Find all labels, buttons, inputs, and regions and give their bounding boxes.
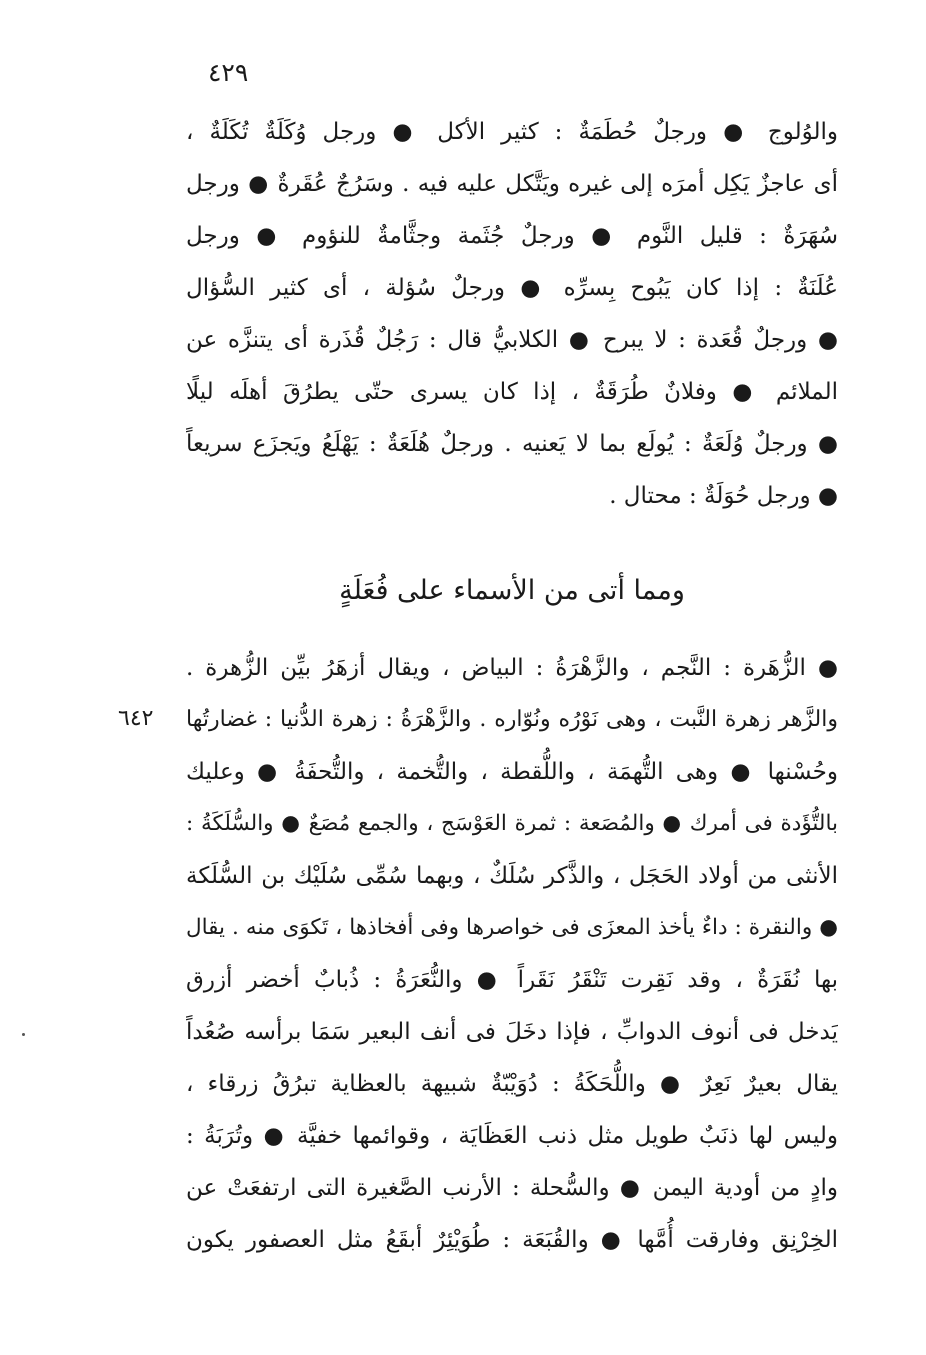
- text-line: يقال بعيرٌ نَعِرٌ ● واللُّحَكَةُ : دُوَيْبّةٌ شبيهة بالعظاية تبرُقُ زرقاء ،: [186, 1071, 838, 1097]
- text-line: ● الزُّهَرة : النَّجم ، والزَّهْرَةُ : البياض ، ويقال أزهَرُ بيِّن الزُّهرة .: [186, 655, 838, 681]
- text-block-2: [186, 642, 838, 1266]
- text-line: سُهَرَةٌ : قليل النَّوم ● ورجلٌ جُثَمة وجثَّامةٌ للنؤوم ● ورجل: [186, 223, 838, 249]
- text-line: يَدخل فى أنوف الدوابِّ ، فإذا دخَلَ فى أنف البعير سَمَا برأسه صُعُداً: [186, 1019, 838, 1045]
- text-block-1: [186, 106, 838, 522]
- text-line: ● ورجلٌ قُعَدة : لا يبرح ● الكلابيُّ قال : رَجُلٌ قُذَرة أى يتنزَّه عن: [186, 327, 838, 353]
- scan-speck: [22, 1033, 25, 1036]
- text-line: بها نُقَرَةٌ ، وقد نَقِرت تَنْقَرُ نَقَراً ● والنُّعَرَةُ : ذُبابٌ أخضر أزرق: [186, 967, 838, 993]
- text-line: عُلَنَةٌ : إذا كان يَبُوح بِسرِّه ● ورجلٌ سُؤلة ، أى كثير السُّؤال: [186, 275, 838, 301]
- margin-note: ٦٤٢: [118, 706, 154, 731]
- text-line: ● والنقرة : داءٌ يأخذ المعزَى فى خواصرها وفى أفخاذها ، تَكوَى منه . يقال: [186, 915, 838, 940]
- text-line: أى عاجزٌ يَكِل أمرَه إلى غيره ويَتَّكل عليه فيه . وسَرُجٌ عُقَرةٌ ● ورجل: [186, 171, 838, 197]
- text-line: وادٍ من أودية اليمن ● والسُّحلة : الأرنب الصَّغيرة التى ارتفعَتْ عن: [186, 1175, 838, 1201]
- text-line: بالتُّؤَدة فى أمرك ● والمُصَعة : ثمرة العَوْسَج ، والجمع مُصَعٌ ● والسُّلَكَةُ :: [186, 811, 838, 836]
- text-line: وليس لها ذنَبٌ طويل مثل ذنب العَظَايَة ، وقوائمها خفيَّة ● وتُرَبَةُ :: [186, 1123, 838, 1149]
- text-line: وحُسْنها ● وهى التُّهمَة ، واللُّقطة ، والتُّخمة ، والتُّحفَةُ ● وعليك: [186, 759, 838, 785]
- text-line: ● ورجلٌ وُلَعَةٌ : يُولَع بما لا يَعنيه . ورجلٌ هُلَعَةٌ : يَهْلَعُ ويَجزَع سريعاً: [186, 431, 838, 457]
- page-number: ٤٢٩: [208, 58, 249, 87]
- text-line: ● ورجل حُوَلَةٌ : محتال .: [609, 483, 838, 509]
- text-line: الملائم ● وفلانٌ طُرَقَةٌ ، إذا كان يسرى حتّى يطرُقَ أهلَه ليلًا: [186, 379, 838, 405]
- section-heading: ومما أتى من الأسماء على فُعَلَةٍ: [339, 575, 685, 606]
- text-line: الخِرْنِق وفارقت أُمَّها ● والقُبَعَة : طُوَيْئِرٌ أبقَعُ مثل العصفور يكون: [186, 1227, 838, 1253]
- text-line: الأنثى من أولاد الحَجَل ، والذَّكر سُلَكٌ ، وبهما سُمِّى سُلَيْك بن السُّلَكة: [186, 863, 838, 889]
- text-line: والزَّهر زهرة النَّبت ، وهى نَوْرُه ونُوّاره . والزَّهْرَةُ : زهرة الدُّنيا : غضارتُها: [186, 707, 838, 732]
- text-line: والوُلوج ● ورجلٌ حُطَمَةٌ : كثير الأكل ● ورجل وُكَلَةٌ تُكَلَةٌ ،: [186, 119, 838, 145]
